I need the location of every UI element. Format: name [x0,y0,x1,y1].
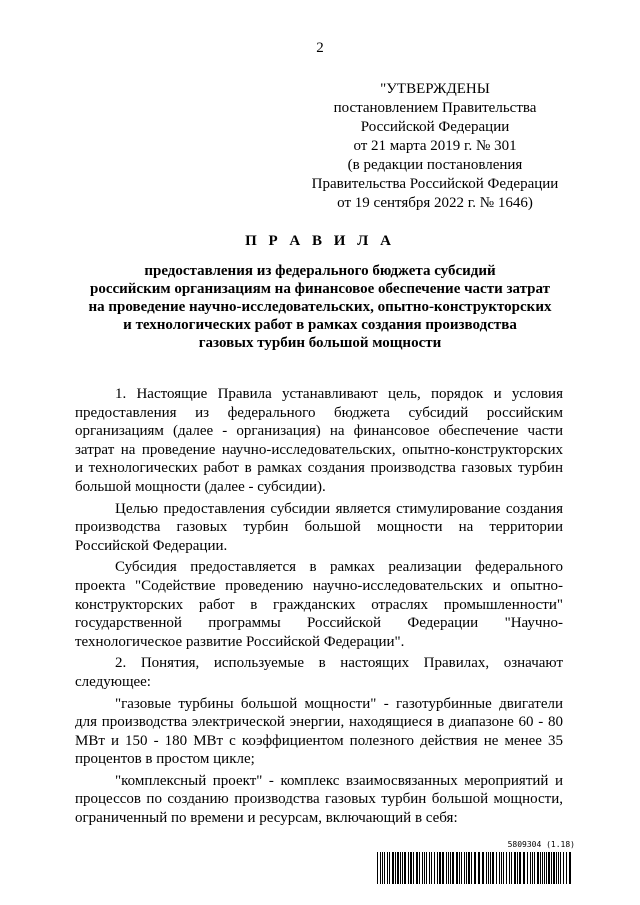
barcode [377,840,575,886]
subtitle-line: предоставления из федерального бюджета субсидий [144,263,496,279]
document-body [75,385,563,831]
paragraph: Субсидия предоставляется в рамках реализации федерального проекта "Содействие проведению научно-исследовательских и опытно-конструкторских работ в гражданских отраслях промышленности" государственной программы Российской Федерации "Научно-технологическое развитие Российской Федерации". [75,559,563,650]
barcode-caption: 5809304 (1.18) [507,840,575,849]
page-number: 2 [316,40,324,56]
approval-line: "УТВЕРЖДЕНЫ [380,81,490,97]
subtitle-line: российским организациям на финансовое обеспечение части затрат [89,281,550,297]
barcode-icon [377,852,575,884]
approval-line: от 21 марта 2019 г. № 301 [353,138,517,154]
approval-line: (в редакции постановления [347,157,523,173]
paragraph: 2. Понятия, используемые в настоящих Правилах, означают следующее: [75,655,563,690]
subtitle-line: газовых турбин большой мощности [198,335,442,351]
subtitle-line: и технологических работ в рамках создания производства [123,317,517,333]
document-title: П Р А В И Л А [245,233,395,249]
approval-line: Российской Федерации [360,119,510,135]
paragraph: 1. Настоящие Правила устанавливают цель, порядок и условия предоставления из федерального бюджета субсидий российским организациям (далее - организация) на финансовое обеспечение части затрат на проведение научно-исследовательских, опытно-конструкторских и технологических работ в рамках создания производства газовых турбин большой мощности (далее - субсидии). [75,386,563,495]
subtitle-line: на проведение научно-исследовательских, опытно-конструкторских [88,299,552,315]
approval-line: постановлением Правительства [333,100,537,116]
paragraph: Целью предоставления субсидии является стимулирование создания производства газовых турбин большой мощности на территории Российской Федерации. [75,500,563,554]
paragraph: "комплексный проект" - комплекс взаимосвязанных мероприятий и процессов по созданию производства газовых турбин большой мощности, ограниченный по времени и ресурсам, включающий в себя: [75,772,563,827]
approval-line: от 19 сентября 2022 г. № 1646) [337,195,533,211]
approval-stamp [300,80,570,213]
paragraph: "газовые турбины большой мощности" - газотурбинные двигатели для производства электрической энергии, находящиеся в диапазоне 60 - 80 МВт и 150 - 180 МВт с коэффициентом полезного действия не менее 35 процентов в простом цикле; [75,695,563,768]
document-subtitle [60,262,580,352]
approval-line: Правительства Российской Федерации [311,176,559,192]
